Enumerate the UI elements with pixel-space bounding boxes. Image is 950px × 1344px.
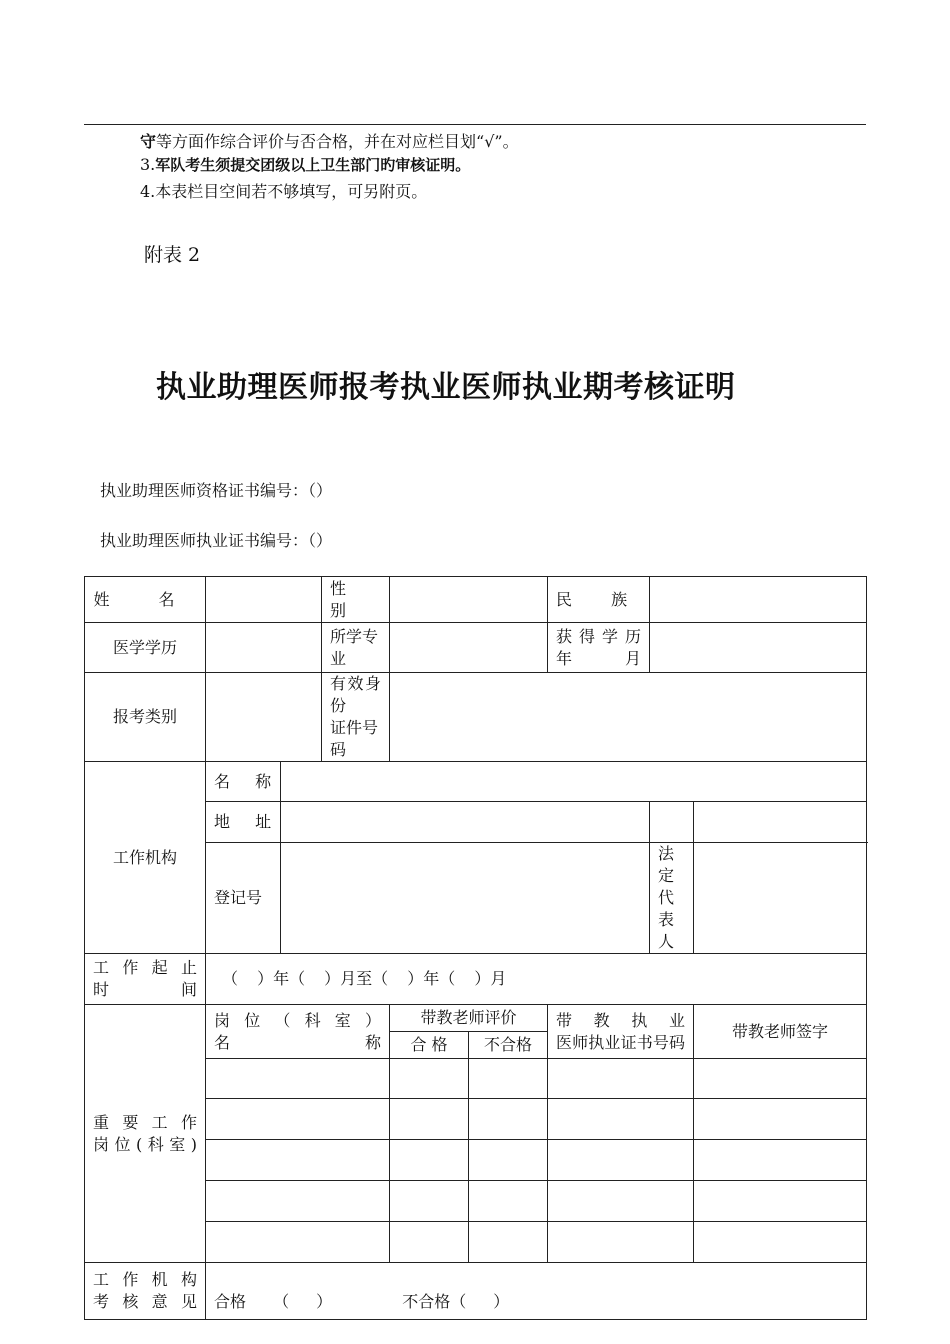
degree-date-input-cell[interactable] [650,623,867,673]
inst-address-extra-cell[interactable] [650,802,694,843]
assessment-form-table [84,576,867,1320]
education-input-cell[interactable] [206,623,322,673]
pass-cell[interactable] [390,1222,469,1263]
work-period-value-cell[interactable] [206,954,867,1005]
id-label-2: 证件号码 [330,718,379,759]
name-label-cell [85,577,206,623]
table-row-basic [85,577,867,623]
teacher-eval-header-cell [390,1005,548,1032]
name-input-cell[interactable] [206,577,322,623]
legal-rep-input-cell[interactable] [694,843,867,954]
pass-header: 合 格 [410,1035,448,1054]
appendix-label: 附表 2 [144,244,201,266]
note-line-3: 4.本表栏目空间若不够填写，可另附页。 [140,182,428,201]
post-name-cell[interactable] [206,1099,390,1140]
exam-category-input-cell[interactable] [206,673,322,762]
inst-address-label-cell [206,802,281,843]
teacher-cert-cell[interactable] [548,1222,694,1263]
id-label-cell [322,673,390,762]
practice-cert-field: 执业助理医师执业证书编号：（） [100,531,333,550]
inst-name-input-cell[interactable] [281,762,867,802]
fail-header: 不合格 [483,1035,532,1054]
inst-address-input-cell[interactable] [281,802,650,843]
fail-header-cell [469,1032,548,1059]
gender-label-cell [322,577,390,623]
pass-header-cell [390,1032,469,1059]
ethnicity-input-cell[interactable] [650,577,867,623]
institution-label: 工作机构 [112,847,177,867]
teacher-cert-header-cell [548,1005,694,1059]
major-label: 所学专业 [330,626,379,668]
education-label: 医学学历 [112,637,177,657]
note-line-1-bold: 守 [140,132,157,151]
note-line-1-text: 等方面作综合评价与否合格，并在对应栏目划“√”。 [156,132,519,151]
note-line-2 [140,154,470,175]
assessment-fail[interactable]: 不合格（ ） [402,1292,510,1311]
key-post-label-2: 岗位(科室) [93,1134,197,1154]
teacher-cert-cell[interactable] [548,1059,694,1099]
inst-address-label: 地 址 [214,812,272,831]
post-header-cell [206,1005,390,1059]
exam-category-label: 报考类别 [112,707,177,726]
work-period-label-1: 工作起止 [93,958,197,977]
degree-date-label-cell [548,623,650,673]
post-name-cell[interactable] [206,1140,390,1181]
ethnicity-label-cell [548,577,650,623]
inst-name-label-cell [206,762,281,802]
teacher-cert-header-2: 医师执业证书号码 [556,1032,685,1052]
fail-cell[interactable] [469,1140,548,1181]
table-row-institution-name [85,762,867,802]
inst-name-label: 名 称 [214,771,272,791]
qualification-cert-field: 执业助理医师资格证书编号：（） [100,481,333,500]
major-label-cell [322,623,390,673]
id-input-cell[interactable] [390,673,867,762]
institution-label-cell [85,762,206,954]
teacher-cert-cell[interactable] [548,1140,694,1181]
post-header-2: 名 称 [214,1032,381,1052]
assessment-label-2: 考 核 意 见 [93,1292,197,1311]
fail-cell[interactable] [469,1181,548,1222]
post-header-1: 岗位（科室） [214,1010,381,1030]
fail-cell[interactable] [469,1222,548,1263]
inst-reg-label-cell [206,843,281,954]
degree-date-label-1: 获得学历 [556,626,641,646]
work-period-value: （ ）年（ ）月至（ ）年（ ）月 [222,969,507,988]
work-period-label-cell [85,954,206,1005]
inst-reg-input-cell[interactable] [281,843,650,954]
assessment-pass[interactable]: 合格 （ ） [214,1292,333,1311]
legal-rep-label-2: 人 [658,932,675,951]
post-name-cell[interactable] [206,1222,390,1263]
post-name-cell[interactable] [206,1059,390,1099]
pass-cell[interactable] [390,1059,469,1099]
note-line-2-text: 军队考生须提交团级以上卫生部门旳审核证明。 [155,156,471,174]
major-input-cell[interactable] [390,623,548,673]
page-title: 执业助理医师报考执业医师执业期考核证明 [156,370,736,405]
note-line-2-number: 3. [140,155,156,174]
teacher-eval-header: 带教老师评价 [420,1008,517,1027]
table-row-assessment [85,1263,867,1320]
ethnicity-label: 民 族 [556,589,628,609]
post-name-cell[interactable] [206,1181,390,1222]
inst-reg-label: 登记号 [214,888,263,907]
pass-cell[interactable] [390,1181,469,1222]
gender-input-cell[interactable] [390,577,548,623]
assessment-value-cell[interactable] [206,1263,867,1320]
teacher-cert-header-1: 带 教 执 业 [556,1010,685,1030]
assessment-label-1: 工 作 机 构 [93,1270,197,1289]
teacher-sign-cell[interactable] [694,1099,867,1140]
fail-cell[interactable] [469,1059,548,1099]
table-row-posts-header-1 [85,1005,867,1032]
name-label: 姓 名 [93,589,197,609]
table-row-work-period [85,954,867,1005]
key-post-label-1: 重 要 工 作 [93,1112,197,1132]
table-row-exam [85,673,867,762]
education-label-cell [85,623,206,673]
teacher-sign-cell[interactable] [694,1222,867,1263]
teacher-sign-cell[interactable] [694,1181,867,1222]
pass-cell[interactable] [390,1099,469,1140]
teacher-sign-cell[interactable] [694,1140,867,1181]
teacher-sign-cell[interactable] [694,1059,867,1099]
teacher-sign-header: 带教老师签字 [731,1021,828,1041]
note-line-1 [140,129,519,152]
pass-cell[interactable] [390,1140,469,1181]
teacher-cert-cell[interactable] [548,1181,694,1222]
work-period-label-2: 时 间 [93,980,197,999]
inst-address-extra-cell-2[interactable] [694,802,867,843]
gender-label: 性 别 [330,578,347,620]
id-label-1: 有效身份 [330,674,381,715]
exam-category-label-cell [85,673,206,762]
top-rule [84,124,866,125]
fail-cell[interactable] [469,1099,548,1140]
assessment-label-cell [85,1263,206,1320]
teacher-cert-cell[interactable] [548,1099,694,1140]
degree-date-label-2: 年 月 [556,648,641,668]
legal-rep-label-cell [650,843,694,954]
key-post-label-cell [85,1005,206,1263]
teacher-sign-header-cell [694,1005,867,1059]
table-row-education [85,623,867,673]
legal-rep-label-1: 法定代表 [658,844,675,929]
